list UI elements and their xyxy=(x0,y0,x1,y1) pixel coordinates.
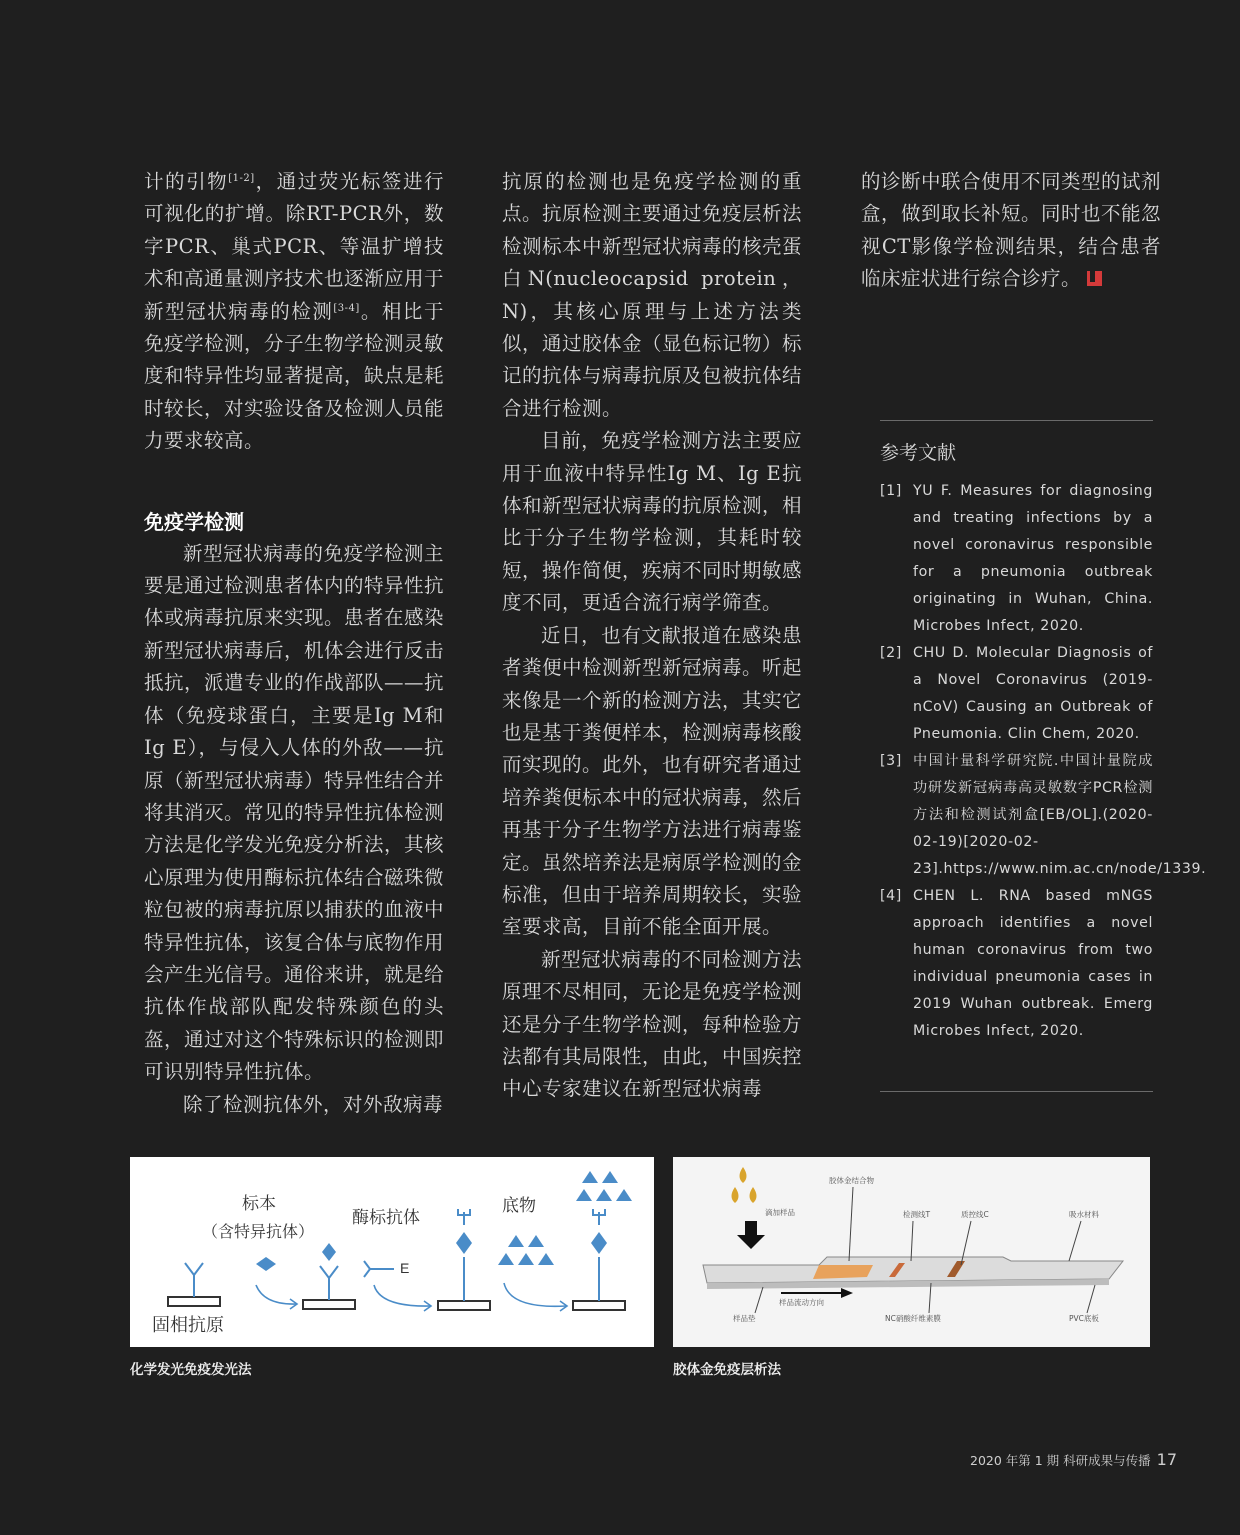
label-e: E xyxy=(400,1260,410,1276)
paragraph: 目前，免疫学检测方法主要应用于血液中特异性Ig M、Ig E抗体和新型冠状病毒的抗原检测，相比于分子生物学检测，其耗时较短，操作简便，疾病不同时期敏感度不同，更适合流行病学筛查。 xyxy=(502,429,803,615)
arrow-down-icon xyxy=(737,1221,765,1249)
label-substrate: 底物 xyxy=(502,1196,536,1216)
reference-item: [1] YU F. Measures for diagnosing and treating infections by a novel coronavirus responsible for a pneumonia outbreak originating in Wuhan, China. Microbes Infect, 2020. xyxy=(880,483,1153,634)
page-footer xyxy=(970,1450,1177,1469)
divider xyxy=(880,420,1153,421)
drop-icon xyxy=(732,1187,739,1203)
label-control-line: 质控线C xyxy=(961,1210,989,1219)
plate xyxy=(438,1301,490,1310)
references-list xyxy=(880,478,1207,1045)
divider xyxy=(880,1091,1153,1092)
label-sample-sub: （含特异抗体） xyxy=(202,1222,315,1241)
citation: [1-2] xyxy=(228,173,255,184)
paragraph: 除了检测抗体外，对外敌病毒 xyxy=(183,1092,444,1116)
label-nc: NC硝酸纤维素膜 xyxy=(885,1314,941,1323)
figure-caption: 化学发光免疫发光法 xyxy=(130,1362,252,1378)
label-solid-antigen: 固相抗原 xyxy=(152,1315,224,1336)
paragraph: 的诊断中联合使用不同类型的试剂盒，做到取长补短。同时也不能忽视CT影像学检测结果，结合患者临床症状进行综合诊疗。 xyxy=(861,170,1162,291)
label-sample-pad: 样品垫 xyxy=(733,1314,756,1323)
text-column-2 xyxy=(502,166,802,1106)
antigen-shape xyxy=(185,1263,203,1297)
antibody-top-shape xyxy=(458,1209,470,1225)
antibody-top-shape xyxy=(593,1209,605,1225)
end-mark-icon xyxy=(1087,271,1102,286)
text-column-3 xyxy=(861,166,1161,296)
label-add-sample: 滴加样品 xyxy=(765,1208,795,1217)
label-absorbent: 吸水材料 xyxy=(1069,1210,1099,1219)
antibody-shape xyxy=(320,1266,338,1300)
antigen-diamond xyxy=(456,1232,472,1254)
label-pvc: PVC底板 xyxy=(1069,1314,1099,1323)
citation: [3-4] xyxy=(333,302,360,314)
flow-arrow-icon xyxy=(841,1288,853,1298)
plate xyxy=(168,1297,220,1306)
gold-pad xyxy=(813,1265,873,1279)
colloidal-gold-diagram xyxy=(673,1157,1150,1347)
figure-caption: 胶体金免疫层析法 xyxy=(673,1362,781,1378)
label-gold-pad: 胶体金结合物 xyxy=(829,1176,874,1185)
label-enzyme-antibody: 酶标抗体 xyxy=(352,1208,420,1228)
paragraph: 抗原的检测也是免疫学检测的重点。抗原检测主要通过免疫层析法检测标本中新型冠状病毒的核壳蛋白N(nucleocapsid protein，N)，其核心原理与上述方法类似，通过胶体金（显色标记物）标记的抗体与病毒抗原及包被抗体结合进行检测。 xyxy=(502,170,803,420)
paragraph: 计的引物[1-2]，通过荧光标签进行可视化的扩增。除RT-PCR外，数字PCR、巢式PCR、等温扩增技术和高通量测序技术也逐渐应用于新型冠状病毒的检测[3-4]。相比于免疫学检测，分子生物学检测灵敏度和特异性均显著提高，缺点是耗时较长，对实验设备及检测人员能力要求较高。 xyxy=(144,170,445,453)
section-heading: 免疫学检测 xyxy=(144,509,244,534)
reference-item: [3] 中国计量科学研究院.中国计量院成功研发新冠病毒高灵敏数字PCR检测方法和检测试剂盒[EB/OL].(2020-02-19)[2020-02-23].https://www.nim.ac.cn/node/1339. xyxy=(880,753,1207,877)
text-column-1 xyxy=(144,166,444,1121)
drop-icon xyxy=(750,1187,757,1203)
paragraph: 新型冠状病毒的免疫学检测主要是通过检测患者体内的特异性抗体或病毒抗原来实现。患者在感染新型冠状病毒后，机体会进行反击抵抗，派遣专业的作战部队——抗体（免疫球蛋白，主要是Ig M和Ig E），与侵入人体的外敌——抗原（新型冠状病毒）特异性结合并将其消灭。常见的特异性抗体检测方法是化学发光免疫分析法，其核心原理为使用酶标抗体结合磁珠微粒包被的病毒抗原以捕获的血液中特异性抗体，该复合体与底物作用会产生光信号。通俗来讲，就是给抗体作战部队配发特殊颜色的头盔，通过对这个特殊标识的检测即可识别特异性抗体。 xyxy=(144,541,445,1084)
figure-chemiluminescence xyxy=(130,1157,654,1347)
paragraph: 近日，也有文献报道在感染患者粪便中检测新型新冠病毒。听起来像是一个新的检测方法，其实它也是基于粪便样本，检测病毒核酸而实现的。此外，也有研究者通过培养粪便标本中的冠状病毒，然后再基于分子生物学方法进行病毒鉴定。虽然培养法是病原学检测的金标准，但由于培养周期较长，实验室要求高，目前不能全面开展。 xyxy=(502,623,803,939)
chemiluminescence-diagram xyxy=(130,1157,654,1347)
antigen-diamond xyxy=(256,1257,276,1271)
reference-item: [2] CHU D. Molecular Diagnosis of a Novel Coronavirus (2019-nCoV) Causing an Outbreak of Pneumonia. Clin Chem, 2020. xyxy=(880,645,1153,742)
test-strip xyxy=(703,1257,1123,1283)
enzyme-antibody-shape xyxy=(364,1261,394,1277)
label-sample: 标本 xyxy=(242,1194,276,1214)
page-number: 17 xyxy=(1156,1450,1178,1469)
antigen-diamond xyxy=(322,1243,336,1261)
antigen-diamond xyxy=(591,1232,607,1254)
figure-colloidal-gold xyxy=(673,1157,1150,1347)
references-title: 参考文献 xyxy=(880,442,957,464)
paragraph: 新型冠状病毒的不同检测方法原理不尽相同，无论是免疫学检测还是分子生物学检测，每种检验方法都有其局限性，由此，中国疾控中心专家建议在新型冠状病毒 xyxy=(502,947,803,1101)
plate xyxy=(303,1300,355,1309)
drop-icon xyxy=(740,1167,747,1183)
plate xyxy=(573,1301,625,1310)
label-test-line: 检测线T xyxy=(903,1210,931,1219)
reference-item: [4] CHEN L. RNA based mNGS approach identifies a novel human coronavirus from two individual pneumonia cases in 2019 Wuhan outbreak. Emerg Microbes Infect, 2020. xyxy=(880,888,1153,1039)
issue-info: 2020 年第 1 期 科研成果与传播 xyxy=(970,1453,1151,1468)
label-flow: 样品流动方向 xyxy=(779,1298,824,1307)
